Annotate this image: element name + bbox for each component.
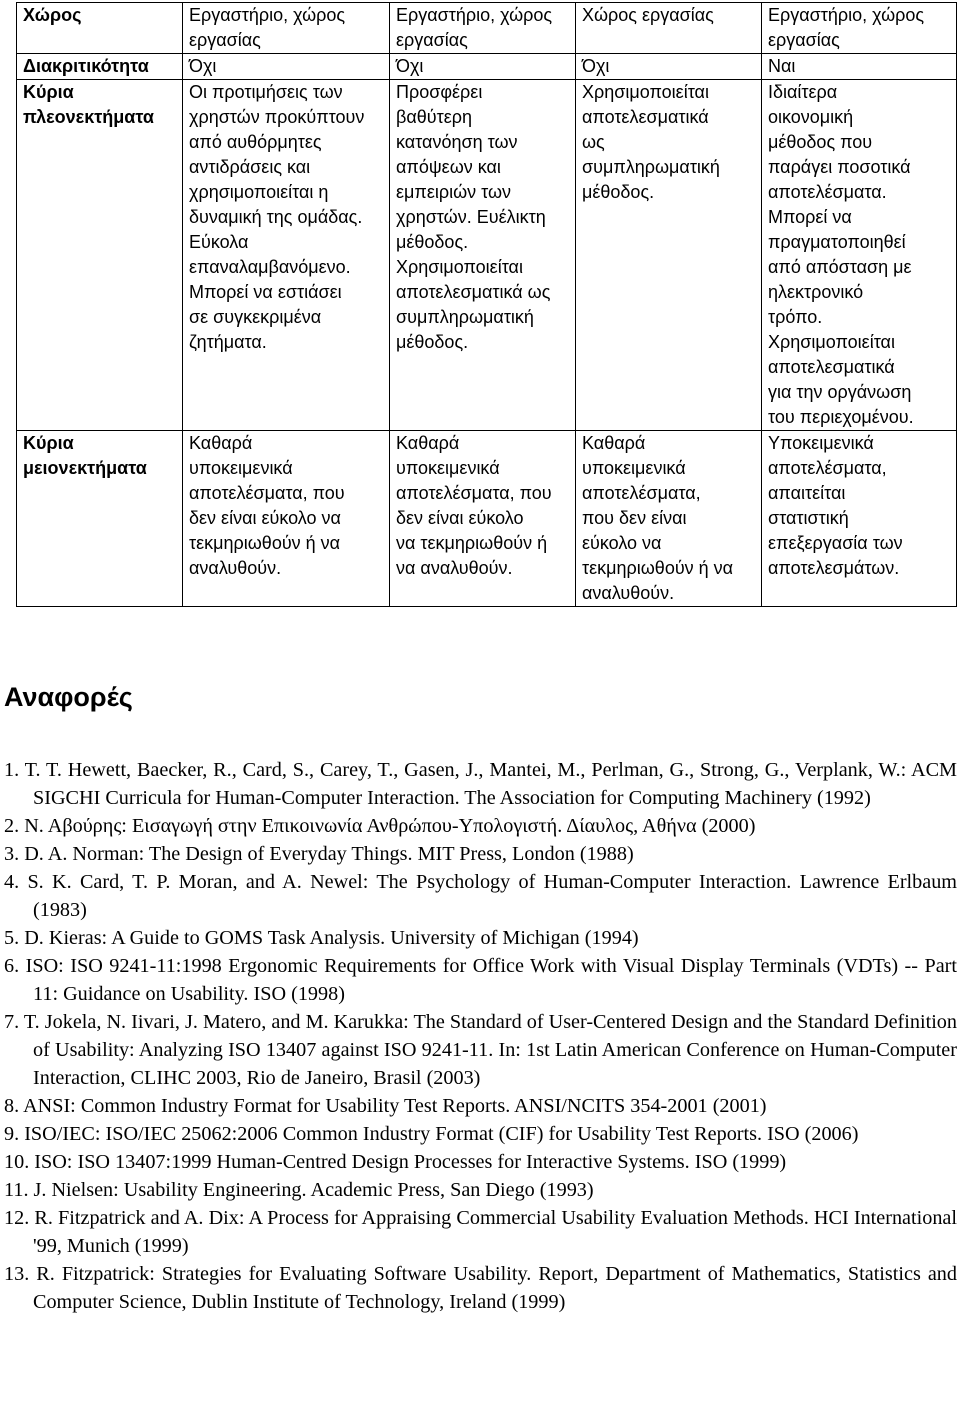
reference-item: 8. ANSI: Common Industry Format for Usability Test Reports. ANSI/NCITS 354-2001 (2001): [4, 1095, 767, 1117]
reference-item: 3. D. A. Norman: The Design of Everyday Things. MIT Press, London (1988): [4, 843, 634, 865]
table-row-discretion: [17, 54, 957, 80]
table-cell: Όχι: [183, 54, 390, 80]
table-row-advantages: [17, 80, 957, 431]
table-cell: Εργαστήριο, χώρος εργασίας: [183, 3, 390, 54]
comparison-table: [16, 2, 957, 607]
reference-item: 11. J. Nielsen: Usability Engineering. Academic Press, San Diego (1993): [4, 1179, 594, 1201]
reference-item: 9. ISO/IEC: ISO/IEC 25062:2006 Common Industry Format (CIF) for Usability Test Reports. ISO (2006): [4, 1123, 859, 1145]
table-row-disadvantages: [17, 431, 957, 607]
reference-item: 1. T. T. Hewett, Baecker, R., Card, S., Carey, T., Gasen, J., Mantei, M., Perlman, G., Strong, G., Verplank, W.: ACM SIGCHI Curricula for Human-Computer Interaction. The Association for Computing Machinery (1992): [4, 759, 957, 809]
reference-item: 13. R. Fitzpatrick: Strategies for Evaluating Software Usability. Report, Department of Mathematics, Statistics and Computer Science, Dublin Institute of Technology, Ireland (1999): [4, 1263, 957, 1313]
table-row-label: Κύρια μειονεκτήματα: [17, 431, 183, 607]
references-heading: Αναφορές: [4, 682, 133, 712]
table-cell: Χώρος εργασίας: [576, 3, 762, 54]
reference-item: 5. D. Kieras: A Guide to GOMS Task Analysis. University of Michigan (1994): [4, 927, 639, 949]
table-cell: Ιδιαίτερα οικονομική μέθοδος που παράγει ποσοτικά αποτελέσματα. Μπορεί να πραγματοποιηθεί από απόσταση με ηλεκτρονικό τρόπο. Χρησιμοποιείται αποτελεσματικά για την οργάνωση του περιεχομένου.: [762, 80, 957, 431]
reference-item: 7. T. Jokela, N. Iivari, J. Matero, and M. Karukka: The Standard of User-Centered Design and the Standard Definition of Usability: Analyzing ISO 13407 against ISO 9241-11. In: 1st Latin American Conference on Human-Computer Interaction, CLIHC 2003, Rio de Janeiro, Brasil (2003): [4, 1011, 957, 1089]
table-cell: Υποκειμενικά αποτελέσματα, απαιτείται στατιστική επεξεργασία των αποτελεσμάτων.: [762, 431, 957, 607]
reference-item: 6. ISO: ISO 9241-11:1998 Ergonomic Requirements for Office Work with Visual Display Terminals (VDTs) -- Part 11: Guidance on Usability. ISO (1998): [4, 955, 957, 1005]
table-row-space: [17, 3, 957, 54]
reference-item: 2. Ν. Αβούρης: Εισαγωγή στην Επικοινωνία Ανθρώπου-Υπολογιστή. Δίαυλος, Αθήνα (2000): [4, 815, 756, 837]
reference-item: 12. R. Fitzpatrick and A. Dix: A Process for Appraising Commercial Usability Evaluation Methods. HCI International '99, Munich (1999): [4, 1207, 957, 1257]
table-cell: Όχι: [390, 54, 576, 80]
table-cell: Ναι: [762, 54, 957, 80]
table-row-label: Διακριτικότητα: [17, 54, 183, 80]
reference-item: 10. ISO: ISO 13407:1999 Human-Centred Design Processes for Interactive Systems. ISO (1999): [4, 1151, 787, 1173]
table-cell: Καθαρά υποκειμενικά αποτελέσματα, που δεν είναι εύκολο να τεκμηριωθούν ή να αναλυθούν.: [390, 431, 576, 607]
table-row-label: Κύρια πλεονεκτήματα: [17, 80, 183, 431]
table-cell: Όχι: [576, 54, 762, 80]
table-row-label: Χώρος: [17, 3, 183, 54]
references-list: [4, 756, 957, 1316]
table-cell: Εργαστήριο, χώρος εργασίας: [762, 3, 957, 54]
table-cell: Οι προτιμήσεις των χρηστών προκύπτουν από αυθόρμητες αντιδράσεις και χρησιμοποιείται η δυναμική της ομάδας. Εύκολα επαναλαμβανόμενο. Μπορεί να εστιάσει σε συγκεκριμένα ζητήματα.: [183, 80, 390, 431]
reference-item: 4. S. K. Card, T. P. Moran, and A. Newel: The Psychology of Human-Computer Interaction. Lawrence Erlbaum (1983): [4, 871, 957, 921]
table-cell: Χρησιμοποιείται αποτελεσματικά ως συμπληρωματική μέθοδος.: [576, 80, 762, 431]
table-cell: Καθαρά υποκειμενικά αποτελέσματα, που δεν είναι εύκολο να τεκμηριωθούν ή να αναλυθούν.: [183, 431, 390, 607]
table-cell: Καθαρά υποκειμενικά αποτελέσματα, που δεν είναι εύκολο να τεκμηριωθούν ή να αναλυθούν.: [576, 431, 762, 607]
table-cell: Προσφέρει βαθύτερη κατανόηση των απόψεων και εμπειριών των χρηστών. Ευέλικτη μέθοδος. Χρησιμοποιείται αποτελεσματικά ως συμπληρωματική μέθοδος.: [390, 80, 576, 431]
table-cell: Εργαστήριο, χώρος εργασίας: [390, 3, 576, 54]
